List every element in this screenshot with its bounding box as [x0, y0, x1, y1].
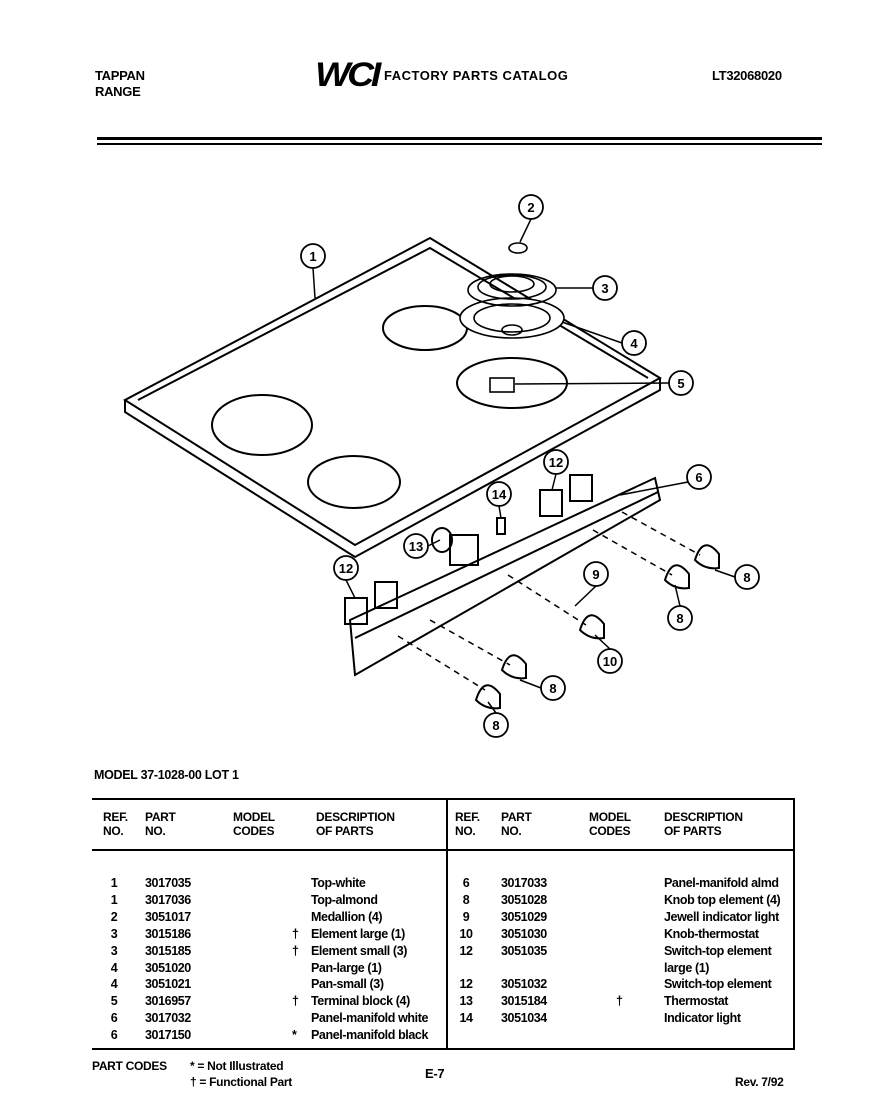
callout-number: 9 [592, 567, 600, 582]
cell-ref: 6 [110, 1028, 118, 1043]
header-line: NO. [103, 824, 124, 838]
callout-number: 3 [601, 281, 609, 296]
header-line: REF. [103, 810, 128, 824]
cell-desc: Panel-manifold almd [664, 876, 779, 890]
callout-number: 5 [677, 376, 685, 391]
header-line: REF. [455, 810, 480, 824]
cell-mark: † [292, 943, 299, 958]
cell-desc: large (1) [664, 960, 710, 975]
cell-desc: Thermostat [664, 994, 729, 1009]
cell-part: 3051035 [501, 943, 547, 958]
header-line: NO. [455, 824, 476, 838]
column-header-part [501, 810, 532, 838]
code-not-illustrated: * = Not Illustrated [190, 1059, 284, 1073]
cell-part: 3051021 [145, 977, 191, 992]
cell-ref: 6 [462, 876, 470, 890]
column-header-model [233, 810, 275, 838]
column-header-desc [664, 810, 743, 838]
catalog-title: FACTORY PARTS CATALOG [384, 68, 569, 83]
cell-part: 3051030 [501, 926, 547, 941]
cell-part: 3015184 [501, 994, 547, 1009]
header-line: MODEL [589, 810, 631, 824]
column-header-model [589, 810, 631, 838]
header-line: PART [501, 810, 532, 824]
table-header-rule [92, 849, 795, 851]
cell-ref: 2 [110, 909, 118, 924]
cell-part: 3051032 [501, 977, 547, 992]
table-right-border [793, 798, 795, 1050]
table-top-rule [92, 798, 795, 800]
wci-logo: WCI [315, 56, 378, 94]
header-line: DESCRIPTION [664, 810, 743, 824]
callout-number: 8 [743, 570, 751, 585]
cell-ref: 3 [110, 926, 118, 941]
callout-number: 8 [549, 681, 557, 696]
cell-desc: Panel-manifold black [311, 1028, 429, 1043]
page-number: E-7 [425, 1066, 445, 1081]
callout-number: 8 [492, 718, 500, 733]
brand-line2: RANGE [95, 84, 141, 99]
brand-line1: TAPPAN [95, 68, 145, 83]
header-line: NO. [501, 824, 522, 838]
cell-desc: Switch-top element [664, 977, 772, 992]
cell-part: 3017035 [145, 876, 191, 890]
cell-desc: Switch-top element [664, 943, 772, 958]
callout-number: 1 [309, 249, 317, 264]
cell-desc: Pan-large (1) [311, 960, 382, 975]
cell-desc: Pan-small (3) [311, 977, 384, 992]
callout-number: 4 [630, 336, 638, 351]
column-header-part [145, 810, 176, 838]
header-line: NO. [145, 824, 166, 838]
header-line: DESCRIPTION [316, 810, 395, 824]
column-header-ref [103, 810, 128, 838]
cell-part: 3051017 [145, 909, 191, 924]
cell-desc: Knob-thermostat [664, 926, 759, 941]
cell-desc: Medallion (4) [311, 909, 383, 924]
callout-number: 12 [338, 561, 354, 576]
cell-part: 3051020 [145, 960, 191, 975]
header-line: OF PARTS [316, 824, 374, 838]
table-bottom-rule [92, 1048, 795, 1050]
header-line: MODEL [233, 810, 275, 824]
cell-desc: Top-white [311, 876, 366, 890]
cell-ref: 1 [110, 892, 118, 907]
cell-mark: * [292, 1028, 297, 1043]
cell-desc: Terminal block (4) [311, 994, 410, 1009]
cell-ref: 4 [110, 977, 118, 992]
cell-desc: Element large (1) [311, 926, 405, 941]
model-label: MODEL 37-1028-00 LOT 1 [94, 768, 239, 782]
column-header-desc [316, 810, 395, 838]
cell-part: 3017036 [145, 892, 191, 907]
cell-ref: 6 [110, 1011, 118, 1026]
header-line: PART [145, 810, 176, 824]
cell-mark: † [292, 994, 299, 1009]
cell-part: 3015185 [145, 943, 191, 958]
cell-ref: 8 [462, 892, 470, 907]
cell-ref: 5 [110, 994, 118, 1009]
callout-number: 14 [491, 487, 507, 502]
catalog-number: LT32068020 [712, 68, 782, 83]
cell-desc: Knob top element (4) [664, 892, 781, 907]
cell-desc: Panel-manifold white [311, 1011, 429, 1026]
callout-number: 10 [602, 654, 618, 669]
cell-ref: 13 [459, 994, 473, 1009]
cell-desc: Indicator light [664, 1011, 741, 1026]
cell-part: 3017150 [145, 1028, 191, 1043]
cell-part: 3051029 [501, 909, 547, 924]
cell-ref: 9 [462, 909, 470, 924]
column-header-ref [455, 810, 480, 838]
callout-number: 12 [548, 455, 564, 470]
header-line: CODES [589, 824, 631, 838]
header-line: CODES [233, 824, 275, 838]
cell-part: 3017032 [145, 1011, 191, 1026]
table-column-divider [446, 798, 448, 1050]
callout-number: 2 [527, 200, 535, 215]
part-codes-label: PART CODES [92, 1059, 167, 1073]
cell-desc: Element small (3) [311, 943, 408, 958]
header-line: OF PARTS [664, 824, 722, 838]
cell-ref: 4 [110, 960, 118, 975]
revision: Rev. 7/92 [735, 1075, 784, 1089]
cell-part: 3051028 [501, 892, 547, 907]
cell-part: 3016957 [145, 994, 191, 1009]
cell-ref: 3 [110, 943, 118, 958]
cell-desc: Jewell indicator light [664, 909, 779, 924]
callout-number: 8 [676, 611, 684, 626]
cell-ref: 12 [459, 977, 473, 992]
code-functional-part: † = Functional Part [190, 1075, 292, 1089]
cell-part: 3017033 [501, 876, 547, 890]
cell-mark: † [616, 994, 623, 1009]
cell-mark: † [292, 926, 299, 941]
cell-ref: 12 [459, 943, 473, 958]
callout-number: 13 [408, 539, 424, 554]
cell-part: 3051034 [501, 1011, 547, 1026]
cell-ref: 1 [110, 876, 118, 890]
cell-desc: Top-almond [311, 892, 378, 907]
cell-ref: 14 [459, 1011, 473, 1026]
callout-number: 6 [695, 470, 703, 485]
cell-part: 3015186 [145, 926, 191, 941]
cooktop [125, 238, 660, 557]
cell-ref: 10 [459, 926, 473, 941]
